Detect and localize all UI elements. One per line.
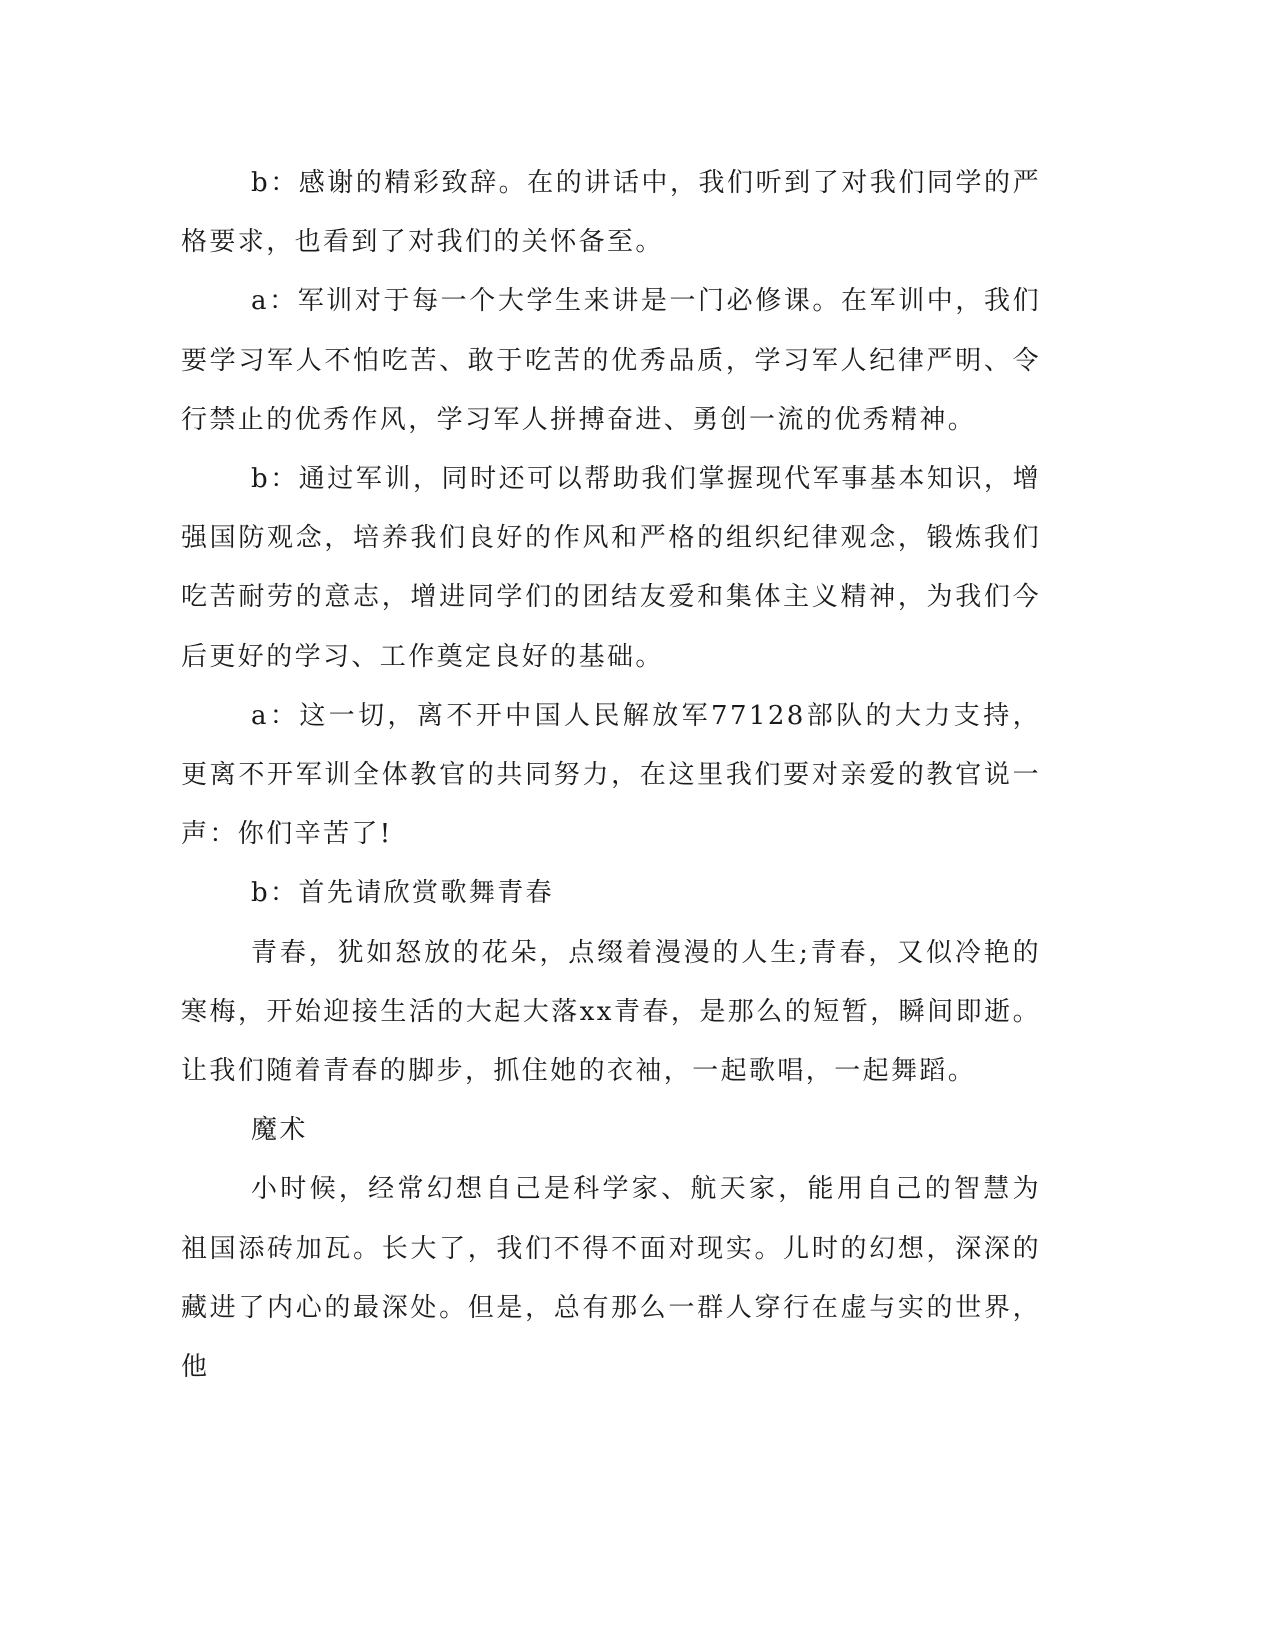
paragraph-b-benefits: b：通过军训，同时还可以帮助我们掌握现代军事基本知识，增强国防观念，培养我们良好的作风和严格的组织纪律观念，锻炼我们吃苦耐劳的意志，增进同学们的团结友爱和集体主义精神，为我们今后更好的学习、工作奠定良好的基础。 <box>181 464 1041 672</box>
paragraph-a-gratitude: a：这一切，离不开中国人民解放军77128部队的大力支持，更离不开军训全体教官的共同努力，在这里我们要对亲爱的教官说一声：你们辛苦了! <box>181 700 1041 850</box>
paragraph-b-thanks: b：感谢的精彩致辞。在的讲话中，我们听到了对我们同学的严格要求，也看到了对我们的关怀备至。 <box>181 168 1041 258</box>
paragraph-a-military-training: a：军训对于每一个大学生来讲是一门必修课。在军训中，我们要学习军人不怕吃苦、敢于吃苦的优秀品质，学习军人纪律严明、令行禁止的优秀作风，学习军人拼搏奋进、勇创一流的优秀精神。 <box>181 286 1041 435</box>
paragraph-youth: 青春，犹如怒放的花朵，点缀着漫漫的人生;青春，又似冷艳的寒梅，开始迎接生活的大起大落xx青春，是那么的短暂，瞬间即逝。让我们随着青春的脚步，抓住她的衣袖，一起歌唱，一起舞蹈。 <box>181 937 1041 1087</box>
paragraph-b-first-performance: b：首先请欣赏歌舞青春 <box>251 878 555 909</box>
section-heading-magic: 魔术 <box>251 1115 308 1146</box>
document-body <box>181 154 1041 1397</box>
paragraph-childhood: 小时候，经常幻想自己是科学家、航天家，能用自己的智慧为祖国添砖加瓦。长大了，我们不得不面对现实。儿时的幻想，深深的藏进了内心的最深处。但是，总有那么一群人穿行在虚与实的世界，他 <box>181 1174 1041 1383</box>
